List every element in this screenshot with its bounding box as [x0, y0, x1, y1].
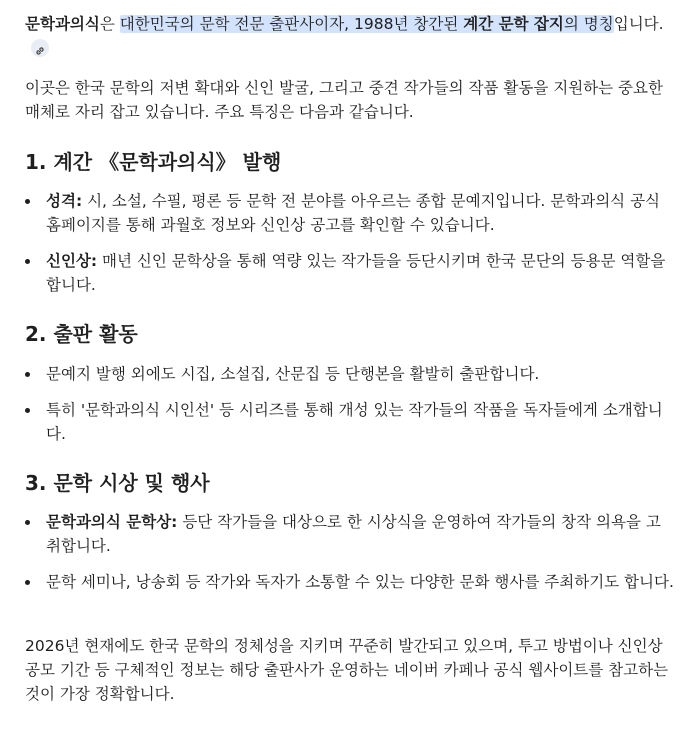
list-item-text: 문예지 발행 외에도 시집, 소설집, 산문집 등 단행본을 활발히 출판합니다.	[46, 365, 540, 383]
intro-particle: 은	[99, 15, 120, 33]
list-item-text: 문학 세미나, 낭송회 등 작가와 독자가 소통할 수 있는 다양한 문화 행사를 주최하기도 합니다.	[46, 573, 674, 591]
list-item-text: 매년 신인 문학상을 통해 역량 있는 작가들을 등단시키며 한국 문단의 등용문 역할을 합니다.	[46, 252, 666, 294]
list-item	[25, 249, 675, 297]
list-item	[25, 570, 675, 594]
intro-tail: 입니다.	[613, 15, 664, 33]
section-heading-publishing: 2. 출판 활동	[25, 322, 138, 346]
bullet-dot	[25, 259, 30, 264]
list-item-text: 특히 '문학과의식 시인선' 등 시리즈를 통해 개성 있는 작가들의 작품을 독자들에게 소개합니다.	[46, 401, 663, 443]
list-item-text: 시, 소설, 수필, 평론 등 문학 전 분야를 아우르는 종합 문예지입니다. 문학과의식 공식 홈페이지를 통해 과월호 정보와 신인상 공고를 확인할 수 있습니다.	[46, 192, 661, 234]
closing-paragraph: 2026년 현재에도 한국 문학의 정체성을 지키며 꾸준히 발간되고 있으며, 투고 방법이나 신인상 공모 기간 등 구체적인 정보는 해당 출판사가 운영하는 네이버 카페나 공식 웹사이트를 참고하는 것이 가장 정확합니다.	[25, 637, 669, 703]
list-item	[25, 510, 675, 558]
section-heading-publication: 1. 계간 《문학과의식》 발행	[25, 150, 282, 174]
link-icon[interactable]	[31, 39, 49, 57]
bullet-dot	[25, 520, 30, 525]
bullet-dot	[25, 199, 30, 204]
list-item-label: 문학과의식 문학상:	[46, 513, 178, 531]
list-item	[25, 398, 675, 446]
intro-paragraph	[25, 12, 675, 60]
list-item-text: 등단 작가들을 대상으로 한 시상식을 운영하여 작가들의 창작 의욕을 고취합니다.	[46, 513, 661, 555]
bullet-dot	[25, 580, 30, 585]
bullet-dot	[25, 372, 30, 377]
list-item	[25, 362, 675, 386]
list-item	[25, 189, 675, 237]
intro-term: 문학과의식	[25, 15, 100, 33]
summary-paragraph: 이곳은 한국 문학의 저변 확대와 신인 발굴, 그리고 중견 작가들의 작품 활동을 지원하는 중요한 매체로 자리 잡고 있습니다. 주요 특징은 다음과 같습니다.	[25, 79, 663, 121]
bullet-dot	[25, 408, 30, 413]
intro-highlight	[120, 15, 614, 33]
section-heading-awards: 3. 문학 시상 및 행사	[25, 471, 210, 495]
intro-highlight-text-a: 대한민국의 문학 전문 출판사이자, 1988년 창간된	[119, 15, 464, 33]
intro-highlight-text-b: 의 명칭	[563, 15, 614, 33]
intro-highlight-bold: 계간 문학 잡지	[463, 15, 564, 33]
list-item-label: 성격:	[46, 192, 83, 210]
list-item-label: 신인상:	[46, 252, 98, 270]
